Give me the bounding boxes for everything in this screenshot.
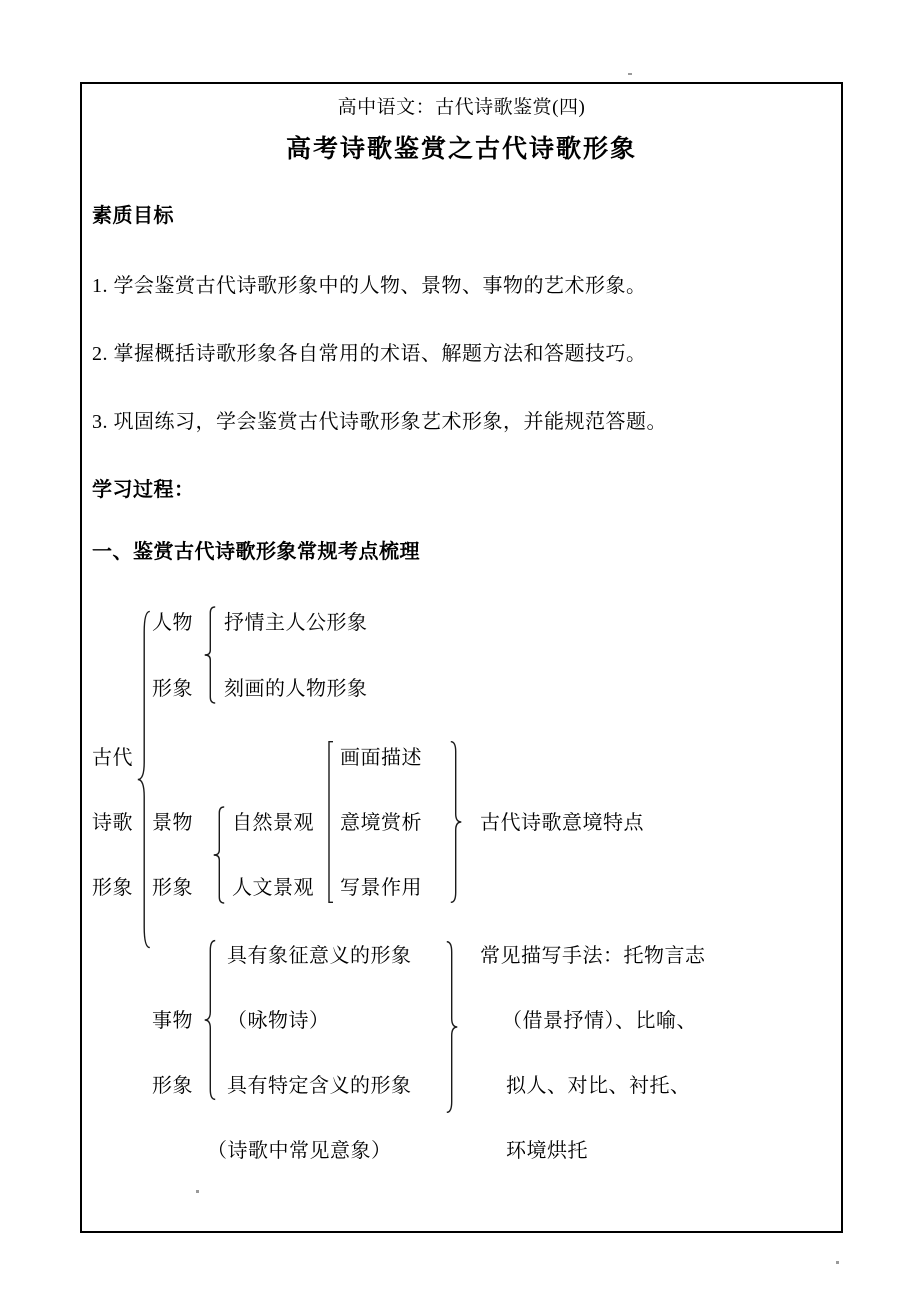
shiwu-right-note-1: 常见描写手法：托物言志: [480, 945, 706, 967]
renwu-label-line-1: 人物: [152, 612, 193, 634]
shiwu-child-3: 具有特定含义的形象: [227, 1075, 412, 1097]
scan-artifact: [196, 1190, 199, 1193]
shiwu-child-2: （咏物诗）: [227, 1010, 330, 1032]
jingwu-sub-bracket: [327, 740, 337, 904]
objective-item-1: 1. 学会鉴赏古代诗歌形象中的人物、景物、事物的艺术形象。: [92, 275, 647, 297]
shiwu-right-note-3: 拟人、对比、衬托、: [506, 1075, 691, 1097]
renwu-child-2: 刻画的人物形象: [224, 678, 368, 700]
root-brace: [137, 608, 153, 951]
objective-item-3: 3. 巩固练习，学会鉴赏古代诗歌形象艺术形象，并能规范答题。: [92, 411, 667, 433]
objectives-heading: 素质目标: [92, 205, 174, 227]
diagram-root-line-3: 形象: [92, 877, 133, 899]
jingwu-closing-brace: [448, 740, 462, 904]
renwu-child-1: 抒情主人公形象: [224, 612, 368, 634]
diagram-root-line-2: 诗歌: [92, 812, 133, 834]
shiwu-child-1: 具有象征意义的形象: [227, 945, 412, 967]
document-border: [80, 82, 843, 1233]
jingwu-brace: [213, 806, 227, 904]
process-heading: 学习过程：: [92, 479, 195, 501]
jingwu-sub-child-1: 画面描述: [340, 747, 422, 769]
scan-artifact: [628, 73, 632, 75]
jingwu-sub-child-3: 写景作用: [340, 877, 422, 899]
shiwu-brace: [204, 939, 218, 1101]
shiwu-closing-brace: [444, 940, 458, 1114]
shiwu-label-line-2: 形象: [152, 1075, 193, 1097]
shiwu-right-note-2: （借景抒情）、比喻、: [502, 1010, 697, 1032]
doc-header: 高中语文：古代诗歌鉴赏(四): [337, 97, 586, 118]
shiwu-label-line-1: 事物: [152, 1010, 193, 1032]
jingwu-sub-child-2: 意境赏析: [340, 812, 422, 834]
jingwu-child-1: 自然景观: [232, 812, 314, 834]
jingwu-right-note: 古代诗歌意境特点: [480, 812, 644, 834]
shiwu-right-note-4: 环境烘托: [506, 1140, 588, 1162]
scan-artifact: [836, 1261, 839, 1264]
diagram-root-line-1: 古代: [92, 747, 133, 769]
jingwu-label-line-2: 形象: [152, 877, 193, 899]
objective-item-2: 2. 掌握概括诗歌形象各自常用的术语、解题方法和答题技巧。: [92, 343, 647, 365]
renwu-label-line-2: 形象: [152, 678, 193, 700]
shiwu-footnote: （诗歌中常见意象）: [207, 1140, 392, 1162]
jingwu-child-2: 人文景观: [232, 877, 314, 899]
renwu-brace: [204, 606, 218, 704]
doc-title: 高考诗歌鉴赏之古代诗歌形象: [285, 136, 637, 163]
section-1-heading: 一、鉴赏古代诗歌形象常规考点梳理: [92, 541, 420, 563]
jingwu-label-line-1: 景物: [152, 812, 193, 834]
